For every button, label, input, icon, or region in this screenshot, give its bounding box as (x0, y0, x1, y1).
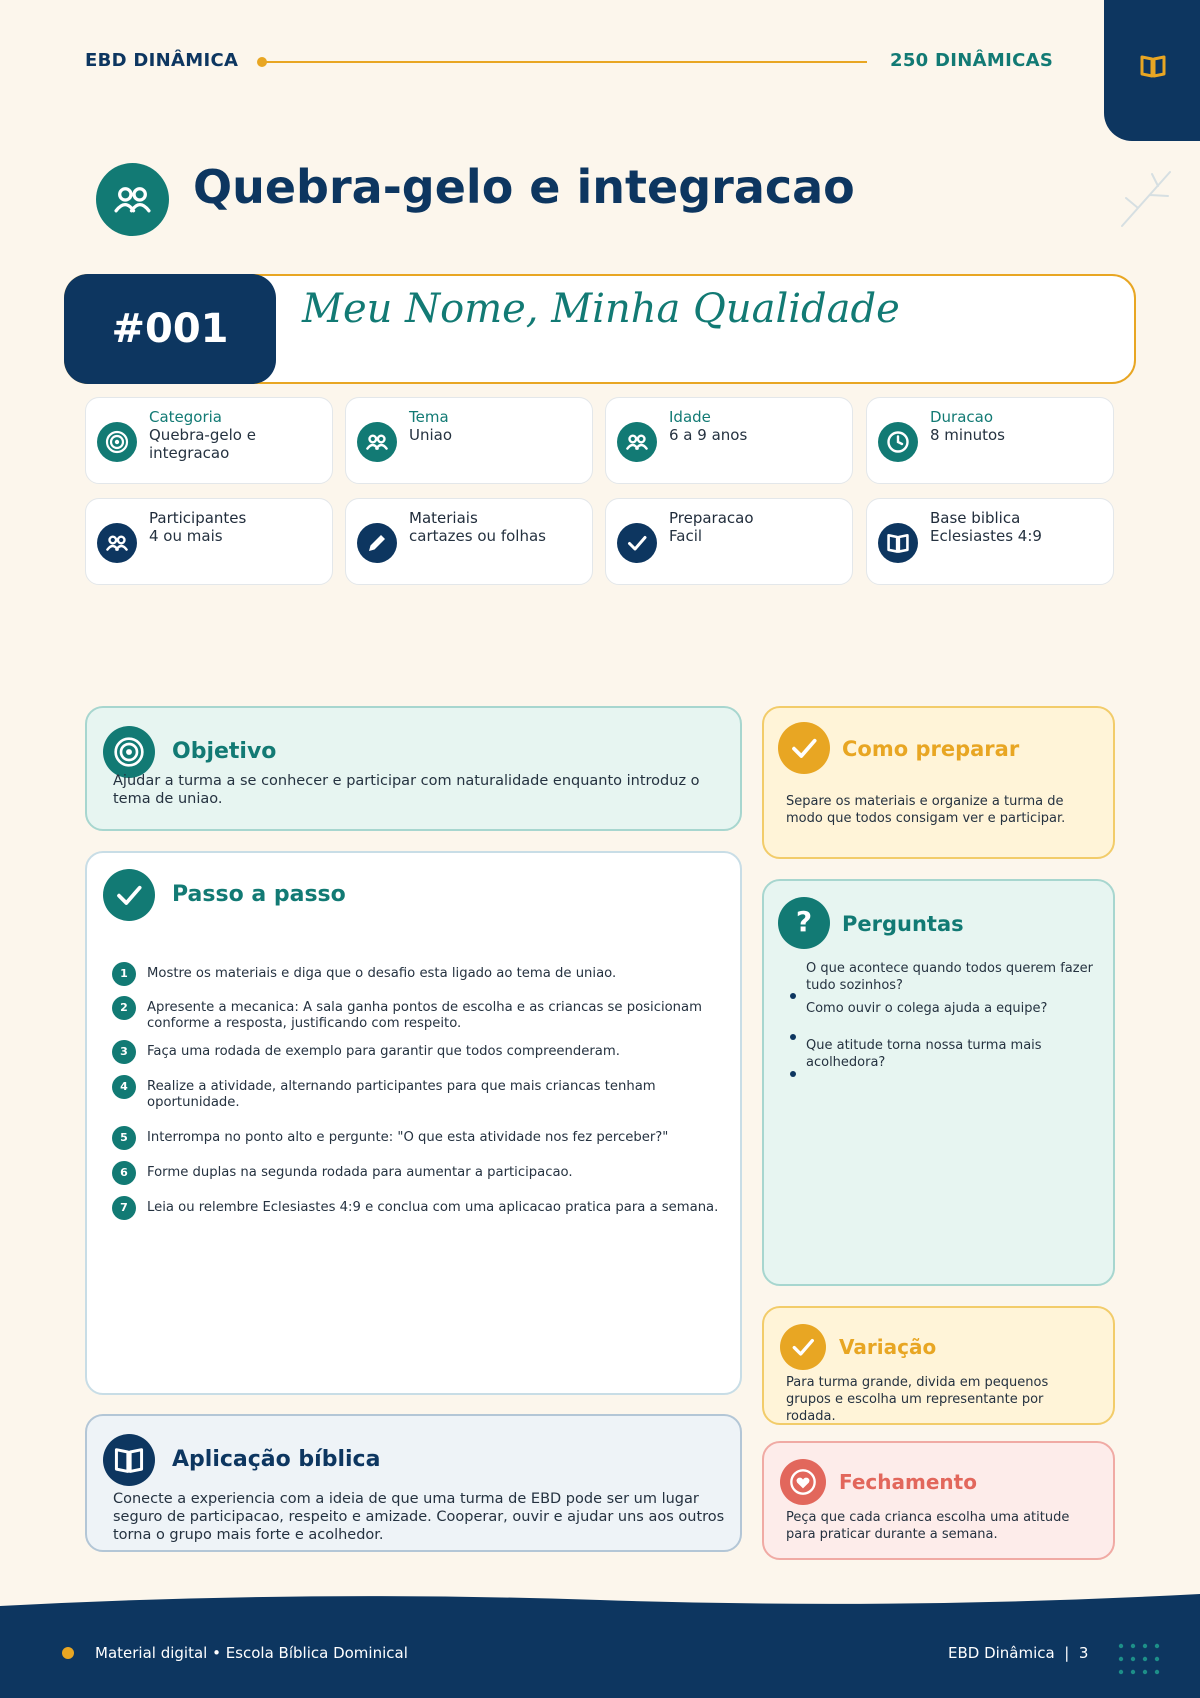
book-icon (1139, 52, 1167, 80)
bullet-dot (790, 993, 796, 999)
perguntas-section (762, 879, 1115, 1286)
step-number: 5 (112, 1126, 136, 1150)
book-icon (886, 531, 910, 555)
como-preparar-title: Como preparar (842, 737, 1020, 761)
info-card-duracao (866, 397, 1114, 484)
step-item (112, 1200, 732, 1216)
step-text: Apresente a mecanica: A sala ganha pontos de escolha e as criancas se posicionam conforme a resposta, justificando com respeito. (147, 1000, 702, 1031)
step-text: Mostre os materiais e diga que o desafio esta ligado ao tema de uniao. (147, 966, 617, 981)
como-preparar-text: Separe os materiais e organize a turma de modo que todos consigam ver e participar. (786, 794, 1066, 826)
question-icon: ? (778, 897, 830, 949)
info-value: Facil (669, 527, 703, 545)
question-item: Que atitude torna nossa turma mais acolhedora? (806, 1038, 1042, 1070)
check-icon (789, 1333, 817, 1361)
fechamento-title: Fechamento (839, 1470, 977, 1494)
objetivo-title: Objetivo (172, 739, 277, 764)
heart-icon (789, 1468, 817, 1496)
info-label: Categoria (149, 408, 223, 426)
activity-title: Meu Nome, Minha Qualidade (302, 286, 900, 332)
info-value: cartazes ou folhas (409, 527, 546, 545)
step-number: 2 (112, 996, 136, 1020)
info-card-materiais (345, 498, 593, 585)
step-text: Leia ou relembre Eclesiastes 4:9 e conclua com uma aplicacao pratica para a semana. (147, 1200, 719, 1215)
bullet-dot (790, 1071, 796, 1077)
step-item (112, 1044, 732, 1060)
target-icon (113, 736, 145, 768)
info-value: Uniao (409, 426, 453, 444)
info-card-categoria (85, 397, 333, 484)
people-icon (112, 179, 153, 220)
step-item (112, 966, 732, 982)
aplicacao-section (85, 1414, 742, 1552)
twig-decoration (1118, 168, 1174, 230)
variacao-text: Para turma grande, divida em pequenos grupos e escolha um representante por rodada. (786, 1375, 1049, 1424)
steps-list (112, 966, 732, 1216)
step-text: Realize a atividade, alternando participantes para que mais criancas tenham oportunidade. (147, 1079, 656, 1110)
info-label: Tema (409, 408, 449, 426)
objetivo-text: Ajudar a turma a se conhecer e participar com naturalidade enquanto introduz o tema de uniao. (113, 773, 700, 807)
info-value: Quebra-gelo e integracao (149, 426, 256, 462)
step-number: 3 (112, 1040, 136, 1064)
footer-page-number: EBD Dinâmica | 3 (948, 1644, 1089, 1662)
step-number: 1 (112, 962, 136, 986)
activity-number: #001 (64, 274, 276, 384)
question-item: O que acontece quando todos querem fazer tudo sozinhos? (806, 961, 1093, 993)
brand-right: 250 DINÂMICAS (890, 50, 1054, 71)
target-icon (105, 430, 129, 454)
dot-grid-decoration (1118, 1643, 1162, 1677)
page-title: Quebra-gelo e integracao (193, 160, 855, 214)
question-item: Como ouvir o colega ajuda a equipe? (806, 1001, 1048, 1016)
category-badge (96, 163, 169, 236)
check-icon (788, 732, 820, 764)
info-value: 6 a 9 anos (669, 426, 748, 444)
clock-icon (886, 430, 910, 454)
fechamento-text: Peça que cada crianca escolha uma atitude para praticar durante a semana. (786, 1510, 1070, 1542)
passo-title: Passo a passo (172, 882, 346, 907)
info-label: Base biblica (930, 509, 1021, 527)
info-label: Materiais (409, 509, 478, 527)
step-number: 4 (112, 1075, 136, 1099)
info-label: Participantes (149, 509, 247, 527)
step-item (112, 1165, 732, 1181)
perguntas-title: Perguntas (842, 912, 964, 936)
bullet-dot (790, 1034, 796, 1040)
fechamento-section (762, 1441, 1115, 1560)
people-icon (105, 531, 129, 555)
step-item (112, 1130, 732, 1146)
variacao-section (762, 1306, 1115, 1425)
people-icon (365, 430, 389, 454)
info-card-base-biblica (866, 498, 1114, 585)
info-card-preparacao (605, 498, 853, 585)
corner-tab (1104, 0, 1200, 141)
step-number: 6 (112, 1161, 136, 1185)
aplicacao-text: Conecte a experiencia com a ideia de que uma turma de EBD pode ser um lugar seguro de participacao, respeito e amizade. Cooperar, ouvir e ajudar uns aos outros torna o grupo mais forte e acolhedor. (113, 1491, 725, 1543)
header-divider (262, 61, 867, 63)
step-number: 7 (112, 1196, 136, 1220)
objetivo-section (85, 706, 742, 831)
info-card-idade (605, 397, 853, 484)
step-text: Interrompa no ponto alto e pergunte: "O que esta atividade nos fez perceber?" (147, 1130, 669, 1145)
info-label: Idade (669, 408, 711, 426)
info-card-participantes (85, 498, 333, 585)
book-icon (113, 1444, 145, 1476)
step-text: Faça uma rodada de exemplo para garantir que todos compreenderam. (147, 1044, 620, 1059)
brand-left: EBD DINÂMICA (85, 50, 239, 71)
info-label: Preparacao (669, 509, 754, 527)
step-text: Forme duplas na segunda rodada para aumentar a participacao. (147, 1165, 573, 1180)
footer-dot (62, 1647, 74, 1659)
info-value: 8 minutos (930, 426, 1005, 444)
people-icon (625, 430, 649, 454)
check-icon (113, 879, 145, 911)
footer-left-text: Material digital • Escola Bíblica Dominical (95, 1644, 408, 1662)
info-label: Duracao (930, 408, 994, 426)
check-icon (625, 531, 649, 555)
info-value: 4 ou mais (149, 527, 223, 545)
pencil-icon (365, 531, 389, 555)
info-card-tema (345, 397, 593, 484)
variacao-title: Variação (839, 1335, 937, 1359)
aplicacao-title: Aplicação bíblica (172, 1447, 381, 1472)
step-item (112, 1000, 732, 1032)
como-preparar-section (762, 706, 1115, 859)
step-item (112, 1079, 732, 1111)
info-value: Eclesiastes 4:9 (930, 527, 1042, 545)
